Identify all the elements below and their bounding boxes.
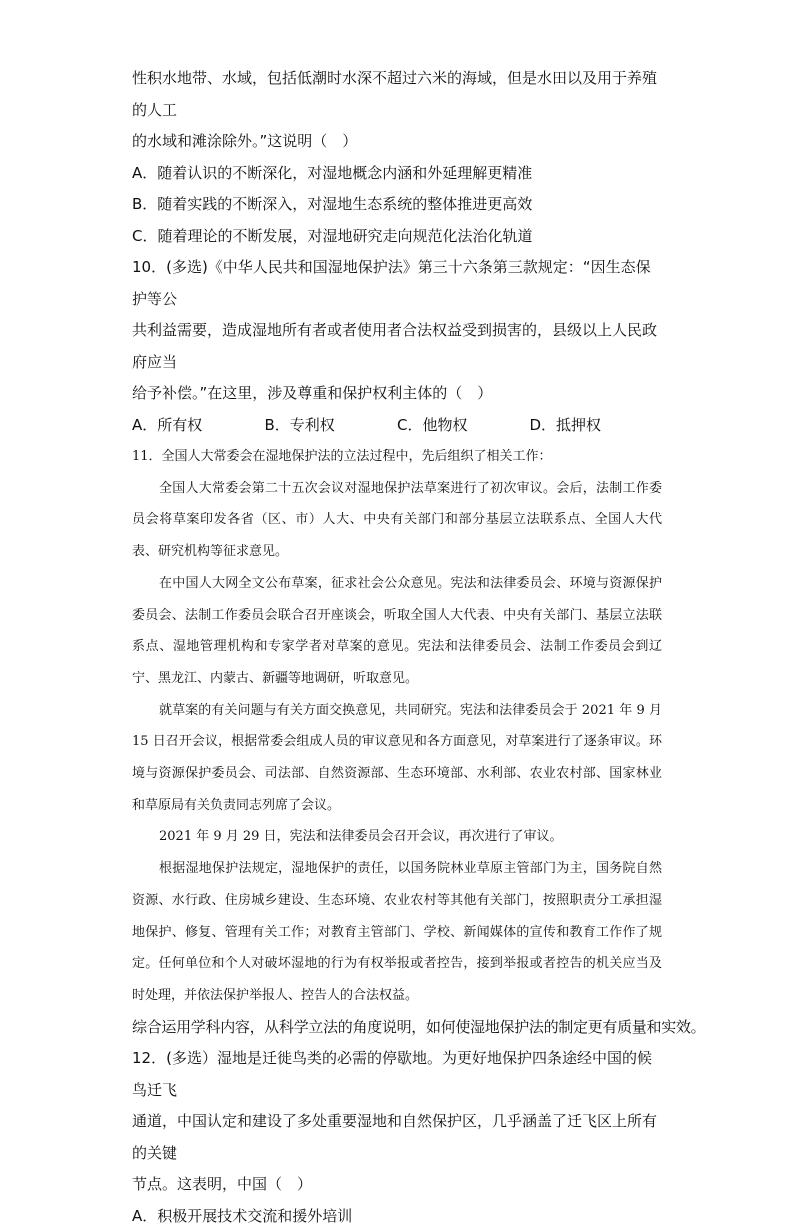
q12-stem-line-1: 12．(多选）湿地是迁徙鸟类的必需的停歇地。为更好地保护四条途经中国的候鸟迁飞 <box>132 1049 652 1099</box>
q12-stem-line-3: 节点。这表明，中国（ ） <box>132 1175 313 1194</box>
q12-option-a: A．积极开展技术交流和援外培训 <box>132 1206 353 1225</box>
q10-options <box>132 410 662 442</box>
q10-stem-line-3: 给予补偿。”在这里，涉及尊重和保护权利主体的（ ） <box>132 384 493 402</box>
q11-material-paragraph-3: 就草案的有关问题与有关方面交换意见，共同研究。宪法和法律委员会于 2021 年 9 月 15 日召开会议，根据常委会组成人员的审议意见和各方面意见，对草案进行了逐条审议。环境与资源保护委员会、司法部、自然资源部、生态环境部、水利部、农业农村部、国家林业和草原局有关负责同志列席了会议。 <box>132 702 662 813</box>
q9-continuation-line-2: 的水域和滩涂除外。”这说明（ ） <box>132 132 358 150</box>
q10-option-d: D．抵押权 <box>529 415 602 434</box>
q9-option-b: B．随着实践的不断深入，对湿地生态系统的整体推进更高效 <box>132 195 533 213</box>
q12-stem-line-2: 通道，中国认定和建设了多处重要湿地和自然保护区，几乎涵盖了迁飞区上所有的关键 <box>132 1112 658 1162</box>
q11-material-paragraph-2: 在中国人大网全文公布草案，征求社会公众意见。宪法和法律委员会、环境与资源保护委员会、法制工作委员会联合召开座谈会，听取全国人大代表、中央有关部门、基层立法联系点、湿地管理机构和专家学者对草案的意见。宪法和法律委员会、法制工作委员会到辽宁、黑龙江、内蒙古、新疆等地调研，听取意见。 <box>132 575 662 686</box>
page-content <box>132 63 706 1232</box>
q11-material-paragraph-4: 2021 年 9 月 29 日，宪法和法律委员会召开会议，再次进行了审议。 <box>159 829 563 845</box>
q10-option-a: A．所有权 <box>132 415 203 434</box>
q11-title: 11．全国人大常委会在湿地保护法的立法过程中，先后组织了相关工作： <box>132 449 552 464</box>
q11-question: 综合运用学科内容，从科学立法的角度说明，如何使湿地保护法的制定更有质量和实效。 <box>132 1017 706 1036</box>
q9-continuation-line-1: 性积水地带、水域，包括低潮时水深不超过六米的海域，但是水田以及用于养殖的人工 <box>132 69 658 119</box>
q9-option-a: A．随着认识的不断深化，对湿地概念内涵和外延理解更精准 <box>132 163 533 182</box>
q10-stem-line-1: 10．(多选)《中华人民共和国湿地保护法》第三十六条第三款规定：“因生态保护等公 <box>132 258 651 308</box>
q9-option-c: C．随着理论的不断发展，对湿地研究走向规范化法治化轨道 <box>132 226 533 245</box>
q10-stem-line-2: 共利益需要，造成湿地所有者或者使用者合法权益受到损害的，县级以上人民政府应当 <box>132 321 658 371</box>
q11-material-paragraph-1: 全国人大常委会第二十五次会议对湿地保护法草案进行了初次审议。会后，法制工作委员会将草案印发各省（区、市）人大、中央有关部门和部分基层立法联系点、全国人大代表、研究机构等征求意见。 <box>132 480 662 560</box>
q10-option-c: C．他物权 <box>397 415 468 434</box>
q10-option-b: B．专利权 <box>264 415 335 434</box>
q11-material-paragraph-5: 根据湿地保护法规定，湿地保护的责任，以国务院林业草原主管部门为主，国务院自然资源、水行政、住房城乡建设、生态环境、农业农村等其他有关部门，按照职责分工承担湿地保护、修复、管理有关工作；对教育主管部门、学校、新闻媒体的宣传和教育工作作了规定。任何单位和个人对破坏湿地的行为有权举报或者控告，接到举报或者控告的机关应当及时处理，并依法保护举报人、控告人的合法权益。 <box>132 861 662 1003</box>
